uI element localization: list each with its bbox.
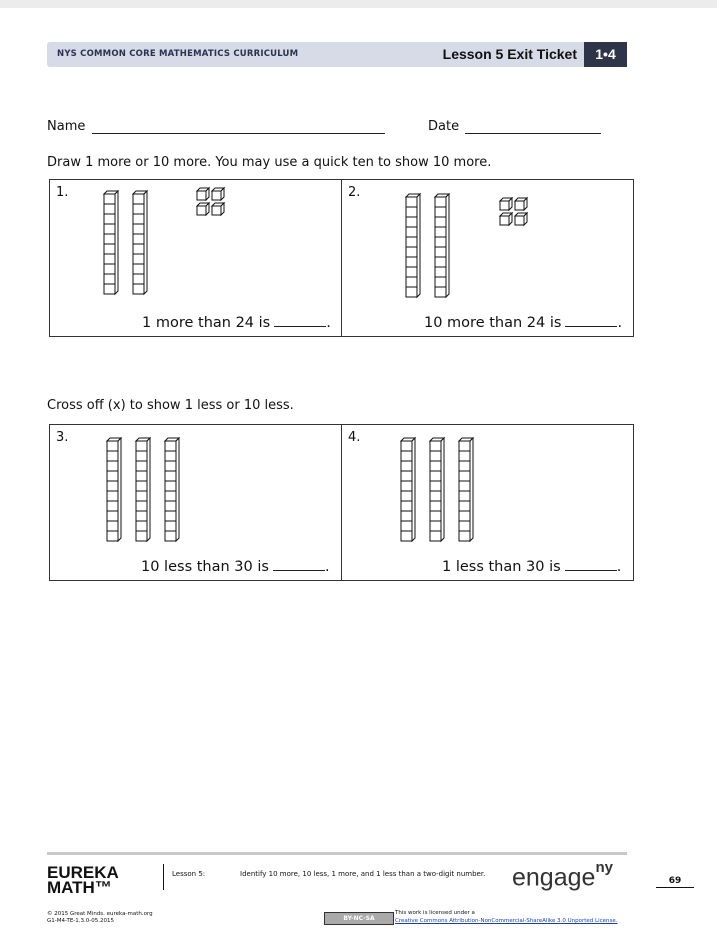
instruction-1: Draw 1 more or 10 more. You may use a quick ten to show 10 more. xyxy=(47,155,492,170)
ones-cube xyxy=(500,213,512,225)
license-text xyxy=(395,909,618,925)
problem-text-4: 1 less than 30 is xyxy=(442,559,561,575)
problem-sentence-1: 1 more than 24 is . xyxy=(142,312,331,331)
brand-sup: ny xyxy=(595,859,613,876)
problem-number-1: 1. xyxy=(56,185,69,200)
answer-blank-1[interactable] xyxy=(274,312,326,327)
instruction-2: Cross off (x) to show 1 less or 10 less. xyxy=(47,398,294,413)
license-line-1: This work is licensed under a xyxy=(395,910,475,916)
eureka-math-logo xyxy=(47,865,119,895)
answer-blank-2[interactable] xyxy=(565,312,617,327)
problem-sentence-4: 1 less than 30 is . xyxy=(442,556,621,575)
tens-rod xyxy=(136,438,150,541)
tens-rod xyxy=(459,438,473,541)
tens-rod xyxy=(104,191,118,294)
problem-number-4: 4. xyxy=(348,430,361,445)
ones-cube xyxy=(515,198,527,210)
date-label: Date xyxy=(428,119,460,134)
problem-number-3: 3. xyxy=(56,430,69,445)
date-field[interactable] xyxy=(465,133,601,134)
lesson-title: Lesson 5 Exit Ticket xyxy=(442,46,577,62)
ones-cube xyxy=(197,188,209,200)
grade-module-badge: 1•4 xyxy=(584,42,627,67)
problem-box-bottom xyxy=(49,424,634,581)
problem-text-3: 10 less than 30 is xyxy=(141,559,269,575)
brand-text: engage xyxy=(512,863,596,892)
name-field[interactable] xyxy=(92,133,385,134)
tens-rod xyxy=(430,438,444,541)
logo-line-2: MATH™ xyxy=(47,878,112,897)
answer-blank-4[interactable] xyxy=(565,556,617,571)
cc-license-badge[interactable]: BY-NC-SA xyxy=(324,912,394,925)
answer-blank-3[interactable] xyxy=(273,556,325,571)
logo-line-1: EUREKA xyxy=(47,863,119,882)
tens-rod xyxy=(406,194,420,297)
problem-box-top xyxy=(49,179,634,337)
curriculum-title: NYS COMMON CORE MATHEMATICS CURRICULUM xyxy=(57,49,299,59)
copyright: © 2015 Great Minds. eureka-math.org G1-M4-TE-1.3.0-05.2015 xyxy=(47,911,153,924)
ones-cube xyxy=(515,213,527,225)
tens-rod xyxy=(107,438,121,541)
lesson-header xyxy=(47,42,627,67)
tens-rod xyxy=(133,191,147,294)
problem-text-1: 1 more than 24 is xyxy=(142,315,271,331)
top-band xyxy=(0,0,717,8)
name-label: Name xyxy=(47,119,86,134)
page-number: 69 xyxy=(656,876,694,888)
problem-sentence-2: 10 more than 24 is . xyxy=(424,312,622,331)
engageny-logo xyxy=(512,859,613,892)
problem-number-2: 2. xyxy=(348,185,361,200)
problem-sentence-3: 10 less than 30 is . xyxy=(141,556,330,575)
footer-rule xyxy=(47,852,627,855)
ones-cube xyxy=(212,188,224,200)
footer-separator xyxy=(163,864,164,890)
tens-rod xyxy=(165,438,179,541)
problem-text-2: 10 more than 24 is xyxy=(424,315,562,331)
footer-lesson-label: Lesson 5: xyxy=(172,870,206,878)
license-link[interactable]: Creative Commons Attribution-NonCommercial-ShareAlike 3.0 Unported License. xyxy=(395,918,618,924)
ones-cube xyxy=(500,198,512,210)
ones-cube xyxy=(212,203,224,215)
tens-rod xyxy=(435,194,449,297)
ones-cube xyxy=(197,203,209,215)
footer-lesson-description: Identify 10 more, 10 less, 1 more, and 1 less than a two-digit number. xyxy=(240,870,486,878)
tens-rod xyxy=(401,438,415,541)
